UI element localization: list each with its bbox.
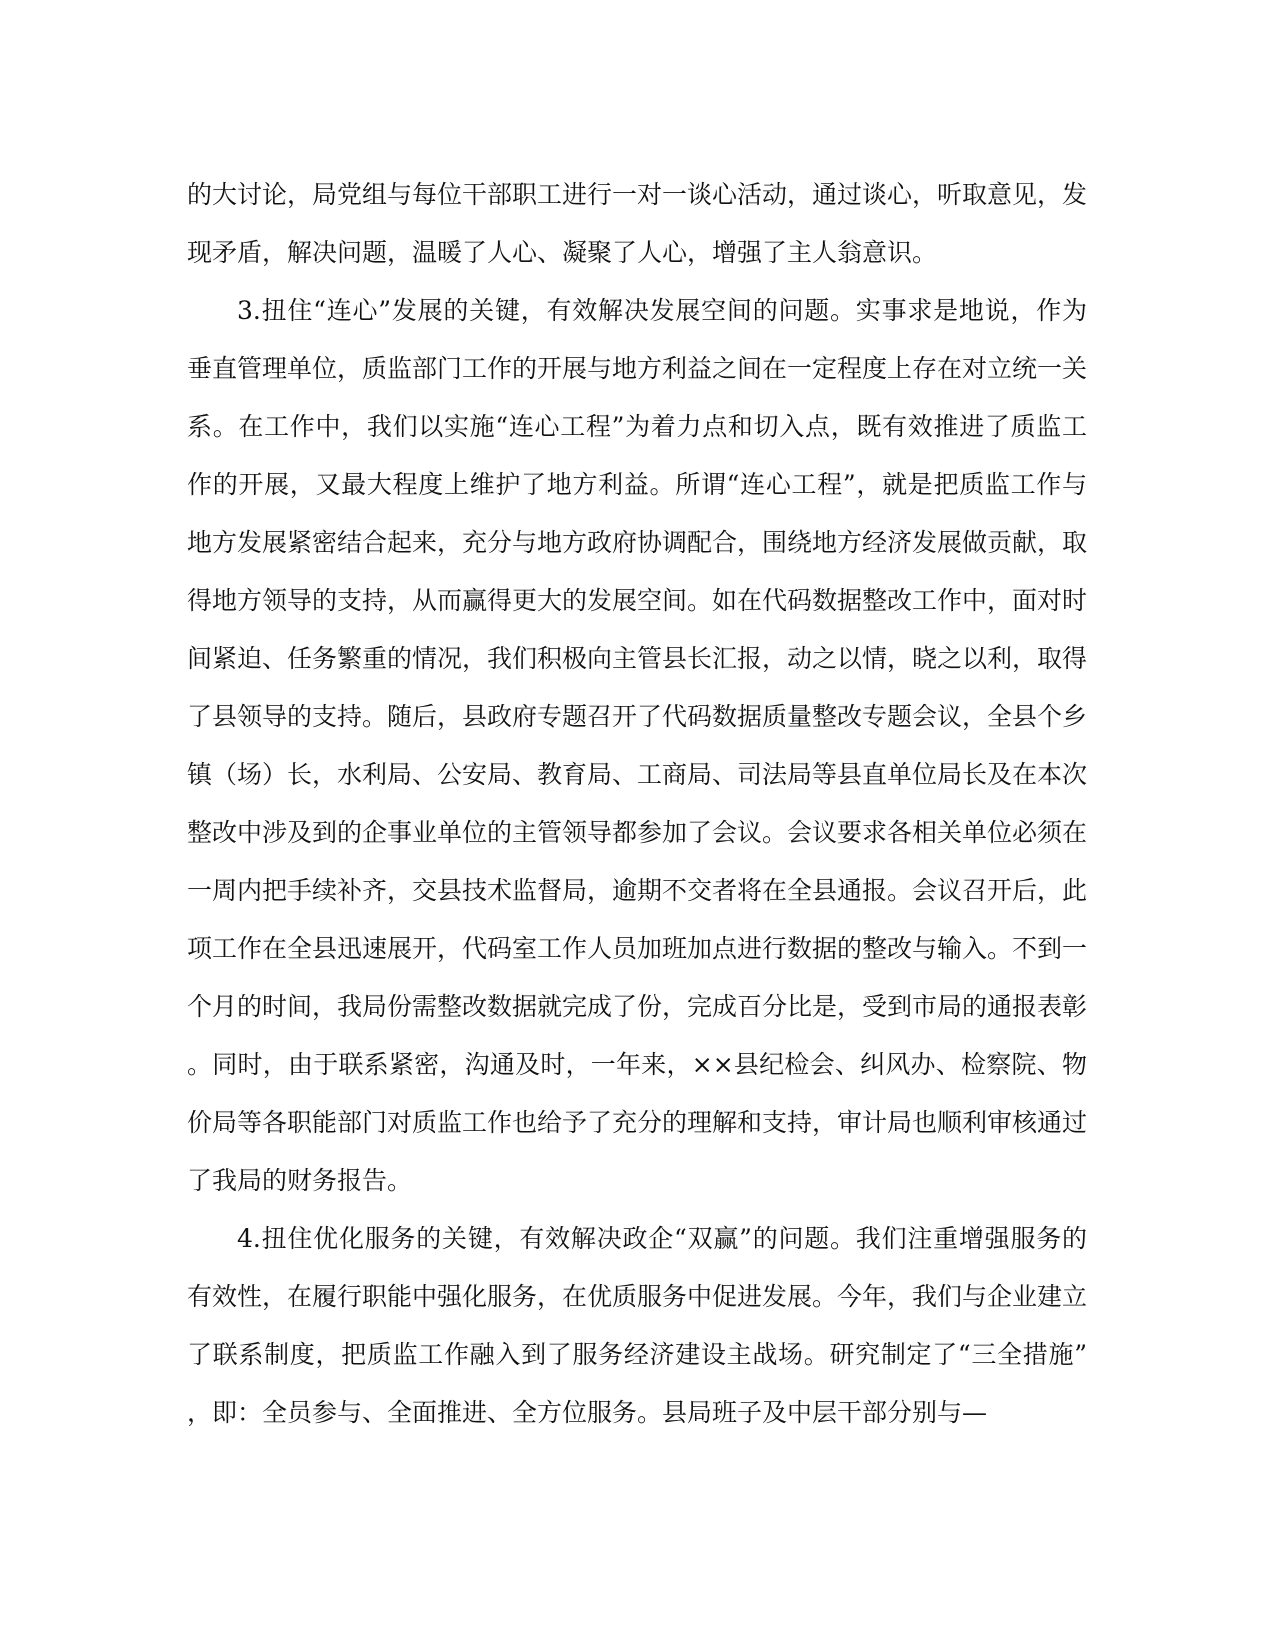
- text-line: 的大讨论，局党组与每位干部职工进行一对一谈心活动，通过谈心，听取意见，发: [187, 180, 1087, 209]
- document-body: [187, 166, 1087, 1442]
- text-line: 垂直管理单位，质监部门工作的开展与地方利益之间在一定程度上存在对立统一关: [187, 354, 1087, 383]
- text-line: 作的开展，又最大程度上维护了地方利益。所谓“连心工程”，就是把质监工作与: [187, 470, 1087, 499]
- text-line: 一周内把手续补齐，交县技术监督局，逾期不交者将在全县通报。会议召开后，此: [187, 876, 1087, 905]
- text-line: 4.扭住优化服务的关键，有效解决政企“双赢”的问题。我们注重增强服务的: [237, 1224, 1087, 1253]
- text-line: 地方发展紧密结合起来，充分与地方政府协调配合，围绕地方经济发展做贡献，取: [187, 528, 1087, 557]
- text-line: ，即：全员参与、全面推进、全方位服务。县局班子及中层干部分别与—: [187, 1398, 988, 1427]
- paragraph-2: [187, 282, 1087, 1210]
- text-line: 个月的时间，我局份需整改数据就完成了份，完成百分比是，受到市局的通报表彰: [187, 992, 1087, 1021]
- paragraph-3: [187, 1210, 1087, 1442]
- text-line: 系。在工作中，我们以实施“连心工程”为着力点和切入点，既有效推进了质监工: [187, 412, 1087, 441]
- text-line: 了联系制度，把质监工作融入到了服务经济建设主战场。研究制定了“三全措施”: [187, 1340, 1087, 1369]
- text-line: 镇（场）长，水利局、公安局、教育局、工商局、司法局等县直单位局长及在本次: [187, 760, 1087, 789]
- text-line: 了我局的财务报告。: [187, 1166, 413, 1195]
- text-line: 。同时，由于联系紧密，沟通及时，一年来，××县纪检会、纠风办、检察院、物: [187, 1050, 1087, 1079]
- text-line: 项工作在全县迅速展开，代码室工作人员加班加点进行数据的整改与输入。不到一: [187, 934, 1087, 963]
- text-line: 了县领导的支持。随后，县政府专题召开了代码数据质量整改专题会议，全县个乡: [187, 702, 1087, 731]
- text-line: 3.扭住“连心”发展的关键，有效解决发展空间的问题。实事求是地说，作为: [237, 296, 1087, 325]
- text-line: 间紧迫、任务繁重的情况，我们积极向主管县长汇报，动之以情，晓之以利，取得: [187, 644, 1087, 673]
- text-line: 整改中涉及到的企事业单位的主管领导都参加了会议。会议要求各相关单位必须在: [187, 818, 1087, 847]
- text-line: 现矛盾，解决问题，温暖了人心、凝聚了人心，增强了主人翁意识。: [187, 238, 938, 267]
- text-line: 价局等各职能部门对质监工作也给予了充分的理解和支持，审计局也顺利审核通过: [187, 1108, 1087, 1137]
- text-line: 得地方领导的支持，从而赢得更大的发展空间。如在代码数据整改工作中，面对时: [187, 586, 1087, 615]
- paragraph-1: [187, 166, 1087, 282]
- text-line: 有效性，在履行职能中强化服务，在优质服务中促进发展。今年，我们与企业建立: [187, 1282, 1087, 1311]
